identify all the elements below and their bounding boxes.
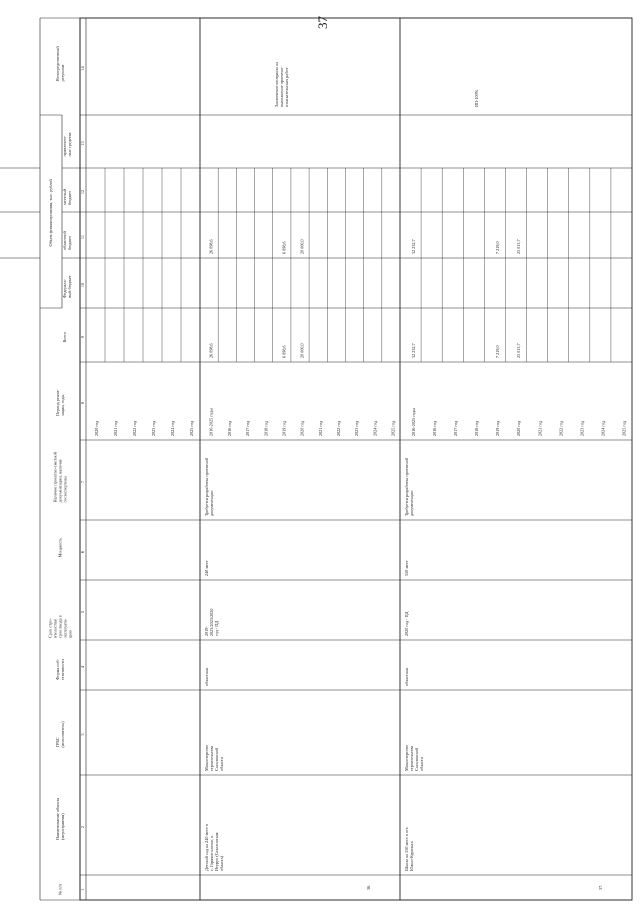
- period-cell-line: 2019 год: [281, 420, 287, 436]
- column-header-13-line: привлечен-: [62, 136, 67, 157]
- column-header-13-line: ные средства: [67, 132, 72, 157]
- column-number-2-line: 2: [80, 825, 85, 829]
- period-cell-line: 2020 год: [299, 420, 305, 436]
- object-number-line: 37.: [598, 884, 603, 890]
- amount-reg-line: 20 000,0: [299, 239, 305, 254]
- prev-period-1: [113, 420, 118, 436]
- prev-period-4-line: 2024 год: [170, 420, 175, 436]
- period-cell-line: 2016-2025 годы: [208, 408, 214, 436]
- column-header-3-line: (исполнитель): [60, 721, 65, 748]
- object-grbs-line: Министерство: [204, 745, 209, 771]
- period-cell-line: 2023 год: [354, 420, 360, 436]
- period-cell: [263, 420, 268, 436]
- column-header-2-line: (мероприятия): [60, 813, 65, 840]
- period-cell: [281, 420, 286, 436]
- column-number-3-line: 3: [80, 733, 85, 736]
- column-number-4: [80, 665, 85, 668]
- object-psd: [204, 457, 214, 516]
- column-number-7: [80, 480, 85, 483]
- column-header-2-line: Наименование объекта: [55, 797, 60, 840]
- period-cell: [318, 420, 323, 436]
- period-cell: [622, 420, 627, 436]
- object-grbs-line: Сахалинской: [214, 747, 219, 771]
- column-number-1-line: 1: [80, 888, 85, 891]
- amount-total: [411, 343, 417, 358]
- object-capacity: [204, 560, 209, 576]
- amount-reg-line: 6 098,6: [281, 241, 287, 254]
- column-header-8-line: зации, годы: [60, 394, 65, 416]
- object-grbs-line: строительства: [209, 745, 214, 771]
- object-ownership: [404, 668, 409, 686]
- column-header-5-line: цию: [67, 630, 73, 638]
- object-term-line: 2023/2023/2020: [209, 608, 214, 636]
- period-cell-line: 2020 год: [516, 420, 522, 436]
- period-cell: [537, 420, 542, 436]
- object-name-line: Итуруп (Сахалинская: [214, 832, 219, 871]
- column-header-7-line: документации, наличие: [57, 459, 63, 503]
- column-number-4-line: 4: [80, 665, 85, 669]
- column-header-5: [48, 615, 73, 638]
- object-capacity-line: 240 мест: [204, 560, 209, 576]
- period-cell: [245, 420, 250, 436]
- column-number-6: [80, 550, 85, 553]
- column-header-14: [55, 46, 65, 82]
- column-number-10: [80, 283, 85, 287]
- column-header-7-line: госэкспертизы: [62, 475, 68, 503]
- object-ownership-line: областная: [204, 668, 209, 686]
- period-cell: [474, 420, 479, 436]
- column-number-9: [80, 336, 85, 338]
- object-name-line: с. Горячие ключи, о.: [209, 834, 214, 871]
- period-cell-line: 2017 год: [245, 420, 251, 436]
- period-cell: [372, 420, 377, 436]
- column-header-11-line: областной: [62, 231, 67, 250]
- period-cell-line: 2021 год: [317, 420, 323, 436]
- period-cell-line: 2016 год: [226, 420, 232, 436]
- amount-reg: [300, 239, 306, 254]
- amount-total-line: 32 232,7: [410, 343, 416, 358]
- object-grbs-line: строительства: [409, 745, 414, 771]
- amount-reg: [516, 239, 522, 254]
- object-grbs-line: Сахалинской: [414, 747, 419, 771]
- object-term-line: 2020 год - ПД: [404, 611, 409, 636]
- amount-total: [495, 345, 501, 358]
- amount-total: [300, 343, 306, 358]
- object-result-line: Заключение контракта на: [274, 61, 279, 107]
- period-cell: [354, 420, 359, 436]
- prev-period-3-line: 2023 год: [151, 420, 156, 436]
- column-number-2: [80, 826, 85, 828]
- period-cell-line: 2016 год: [431, 420, 437, 436]
- period-cell: [558, 420, 563, 436]
- page-number-text: 37: [315, 16, 330, 29]
- period-cell: [300, 420, 305, 436]
- column-header-6-line: Мощность: [57, 538, 63, 558]
- object-name-line: Южно-Курильск: [409, 841, 414, 871]
- period-cell: [601, 420, 606, 436]
- period-cell: [432, 420, 437, 436]
- prev-period-2-line: 2022 год: [132, 420, 137, 436]
- object-number-line: 36.: [366, 884, 371, 890]
- column-header-5-line: эксплуата-: [62, 618, 68, 638]
- column-header-12-line: бюджет: [67, 190, 72, 205]
- column-number-1: [80, 888, 85, 890]
- period-cell-line: 2018 год: [263, 420, 269, 436]
- column-number-8: [80, 402, 85, 404]
- object-psd: [404, 457, 414, 516]
- object-ownership: [204, 668, 209, 686]
- column-header-2: [55, 798, 65, 840]
- period-cell: [516, 420, 521, 436]
- object-result: [274, 62, 289, 107]
- period-cell: [227, 420, 232, 436]
- object-name-line: область): [219, 855, 224, 871]
- object-grbs: [204, 745, 224, 771]
- column-header-9-line: Всего: [62, 331, 67, 343]
- column-header-5-line: срок ввода в: [57, 615, 63, 638]
- column-number-5-line: 5: [80, 610, 85, 614]
- column-header-10-line: Федераль-: [62, 279, 67, 298]
- object-capacity: [404, 560, 409, 576]
- object-psd-line: Требуется разработка проектной: [404, 457, 409, 516]
- period-cell-line: 2021 год: [537, 420, 543, 436]
- object-term-line: 2019-: [204, 626, 209, 636]
- column-number-14: [80, 66, 85, 71]
- table-border: [80, 18, 632, 900]
- period-cell: [579, 420, 584, 436]
- prev-period-5: [189, 420, 194, 436]
- column-number-10-line: 10: [80, 282, 85, 288]
- column-number-5: [80, 611, 85, 613]
- column-header-14-line: Непосредственный: [55, 46, 60, 82]
- object-psd-line: Требуется разработка проектной: [204, 457, 209, 516]
- column-number-7-line: 7: [80, 480, 85, 484]
- period-cell: [336, 420, 341, 436]
- object-grbs-line: области: [219, 757, 224, 771]
- object-result-line: изыскательских работ: [284, 67, 289, 107]
- column-header-13: [62, 132, 72, 156]
- column-header-1: [58, 883, 63, 895]
- amount-reg-line: 32 232,7: [410, 239, 416, 254]
- amount-total: [281, 345, 287, 358]
- amount-reg-line: 7 219,0: [495, 241, 501, 254]
- object-psd-line: документации: [209, 490, 214, 516]
- object-term: [404, 611, 409, 636]
- amount-total-line: 20 000,0: [299, 343, 305, 358]
- amount-total: [209, 343, 215, 358]
- period-cell-line: 2017 год: [452, 420, 458, 436]
- amount-reg: [209, 239, 215, 254]
- object-term-line: год - ПД: [214, 620, 219, 636]
- column-number-14-line: 14: [80, 66, 85, 71]
- financing-group-header: [48, 179, 54, 247]
- object-number: [366, 885, 371, 890]
- column-header-8-line: Период реали-: [55, 389, 60, 416]
- object-psd-line: документации: [409, 490, 414, 516]
- column-header-3-line: ГРБС: [55, 737, 60, 748]
- amount-total-line: 26 098,6: [208, 343, 214, 358]
- column-number-13-line: 13: [80, 141, 85, 146]
- object-term: [204, 609, 219, 636]
- object-name-line: Детский сад на 240 мест в: [204, 824, 209, 871]
- column-number-13: [80, 141, 85, 145]
- column-header-4-line: Форма соб-: [55, 659, 60, 680]
- prev-period-1-line: 2021 год: [113, 420, 118, 436]
- period-cell: [453, 420, 458, 436]
- period-cell: [411, 408, 416, 436]
- object-name: [404, 827, 414, 871]
- column-number-11-line: 11: [80, 234, 85, 240]
- column-header-8: [55, 389, 66, 416]
- column-header-11: [62, 230, 72, 250]
- period-cell: [209, 408, 214, 436]
- period-cell: [391, 420, 396, 436]
- column-header-10: [62, 275, 72, 298]
- column-number-3: [80, 733, 85, 735]
- period-cell-line: 2016-2025 годы: [410, 408, 416, 436]
- column-header-3: [55, 721, 65, 748]
- period-cell-line: 2019 год: [495, 420, 501, 436]
- prev-period-0-line: 2020 год: [94, 420, 99, 436]
- financing-group-header-line: Объем финансирования, тыс. рублей: [48, 179, 53, 247]
- amount-reg-line: 26 098,6: [208, 239, 214, 254]
- prev-period-0: [94, 420, 99, 436]
- amount-reg: [281, 241, 287, 254]
- period-cell-line: 2024 год: [372, 420, 378, 436]
- amount-total-line: 7 219,0: [495, 345, 501, 358]
- object-number: [598, 885, 603, 890]
- prev-period-5-line: 2025 год: [189, 420, 194, 436]
- amount-reg-line: 25 013,7: [516, 239, 522, 254]
- column-number-12: [80, 190, 85, 194]
- object-ownership-line: областная: [404, 668, 409, 686]
- prev-period-3: [151, 420, 156, 436]
- object-grbs-line: Министерство: [404, 745, 409, 771]
- column-header-10-line: ный бюджет: [67, 275, 72, 298]
- column-header-12-line: местный: [62, 188, 67, 205]
- period-cell-line: 2022 год: [336, 420, 341, 436]
- period-cell-line: 2025 год: [390, 420, 396, 436]
- column-number-12-line: 12: [80, 189, 85, 195]
- column-number-6-line: 6: [80, 550, 85, 554]
- column-header-1-line: № п/п: [57, 884, 63, 895]
- column-header-6: [58, 538, 63, 558]
- column-header-7-line: Наличие проектно-сметной: [52, 452, 58, 503]
- column-header-4: [55, 658, 65, 680]
- object-grbs-line: области: [419, 757, 424, 771]
- column-header-5-line: ительства/: [52, 618, 58, 638]
- amount-reg: [495, 241, 501, 254]
- column-number-8-line: 8: [80, 401, 85, 405]
- period-cell-line: 2024 год: [600, 420, 606, 436]
- column-number-9-line: 9: [80, 335, 85, 339]
- column-header-7: [53, 451, 68, 502]
- column-header-12: [62, 188, 72, 205]
- period-cell-line: 2022 год: [558, 420, 564, 436]
- object-capacity-line: 550 мест: [404, 560, 409, 576]
- object-name: [204, 824, 224, 871]
- column-header-14-line: результат: [60, 64, 65, 82]
- column-header-9: [62, 332, 67, 343]
- prev-period-4: [170, 420, 175, 436]
- period-cell-line: 2018 год: [474, 420, 480, 436]
- object-grbs: [404, 745, 424, 771]
- period-cell-line: 2025 год: [621, 420, 627, 436]
- object-result: [474, 89, 479, 107]
- column-header-11-line: бюджет: [67, 235, 72, 250]
- object-result-line: выполнение проектно-: [279, 66, 284, 107]
- column-header-5-line: Срок стро-: [47, 618, 53, 638]
- object-result-line: ИП-100%: [474, 89, 479, 107]
- amount-total-line: 6 098,6: [281, 345, 287, 358]
- period-cell: [495, 420, 500, 436]
- column-number-11: [80, 235, 85, 239]
- amount-reg: [411, 239, 417, 254]
- column-header-4-line: ственности: [60, 659, 65, 680]
- object-name-line: Школа на 550 мест в пгт.: [404, 826, 409, 871]
- amount-total: [516, 343, 522, 358]
- period-cell-line: 2023 год: [579, 420, 585, 436]
- prev-period-2: [132, 420, 137, 436]
- amount-total-line: 25 013,7: [516, 343, 522, 358]
